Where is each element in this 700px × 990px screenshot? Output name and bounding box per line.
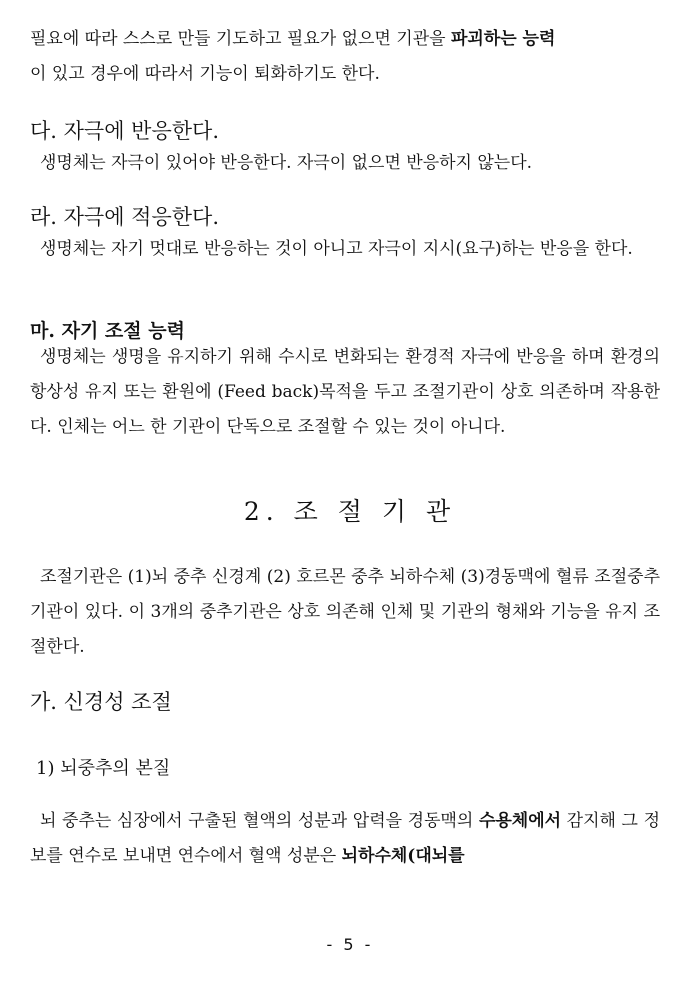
- ga-bold-1: 수용체에서: [478, 811, 562, 831]
- paragraph-ra: 생명체는 자기 멋대로 반응하는 것이 아니고 자극이 지시(요구)하는 반응을 한다.: [40, 239, 633, 259]
- ga-text-a: 뇌 중추는 심장에서 구출된 혈액의 성분과 압력을 경동맥의: [40, 811, 479, 831]
- heading-da: 다. 자극에 반응한다.: [30, 119, 219, 143]
- heading-ga: 가. 신경성 조절: [30, 690, 172, 714]
- paragraph-ma: 생명체는 생명을 유지하기 위해 수시로 변화되는 환경적 자극에 반응을 하며 환경의 항상성 유지 또는 환원에 (Feed back)목적을 두고 조절기관이 상호 의존하며 작용한다. 인체는 어느 한 기관이 단독으로 조절할 수 있는 것이 아니다.: [30, 347, 660, 437]
- heading-ma: 마. 자기 조절 능력: [30, 320, 185, 342]
- subheading-brain-center: 1) 뇌중추의 본질: [36, 758, 171, 779]
- intro-text-2: 이 있고 경우에 따라서 기능이 퇴화하기도 한다.: [30, 64, 380, 84]
- intro-bold-text: 파괴하는 능력: [450, 29, 556, 49]
- paragraph-section2: 조절기관은 (1)뇌 중추 신경계 (2) 호르몬 중추 뇌하수체 (3)경동맥에 혈류 조절중추 기관이 있다. 이 3개의 중추기관은 상호 의존해 인체 및 기관의 형채와 기능을 유지 조절한다.: [30, 567, 660, 657]
- paragraph-ga: [30, 804, 660, 874]
- section-title: 2. 조 절 기 관: [243, 497, 457, 526]
- intro-text-1: 필요에 따라 스스로 만들 기도하고 필요가 없으면 기관을: [30, 29, 451, 49]
- intro-paragraph: [30, 22, 660, 92]
- heading-ra: 라. 자극에 적응한다.: [30, 205, 219, 229]
- ga-bold-2: 뇌하수체(대뇌를: [341, 846, 465, 866]
- page-number: - 5 -: [326, 935, 374, 954]
- paragraph-da: 생명체는 자극이 있어야 반응한다. 자극이 없으면 반응하지 않는다.: [40, 153, 533, 173]
- ga-text-b: 감지해 그 정보를 연수로 보내면 연수에서 혈액 성분은: [30, 811, 660, 866]
